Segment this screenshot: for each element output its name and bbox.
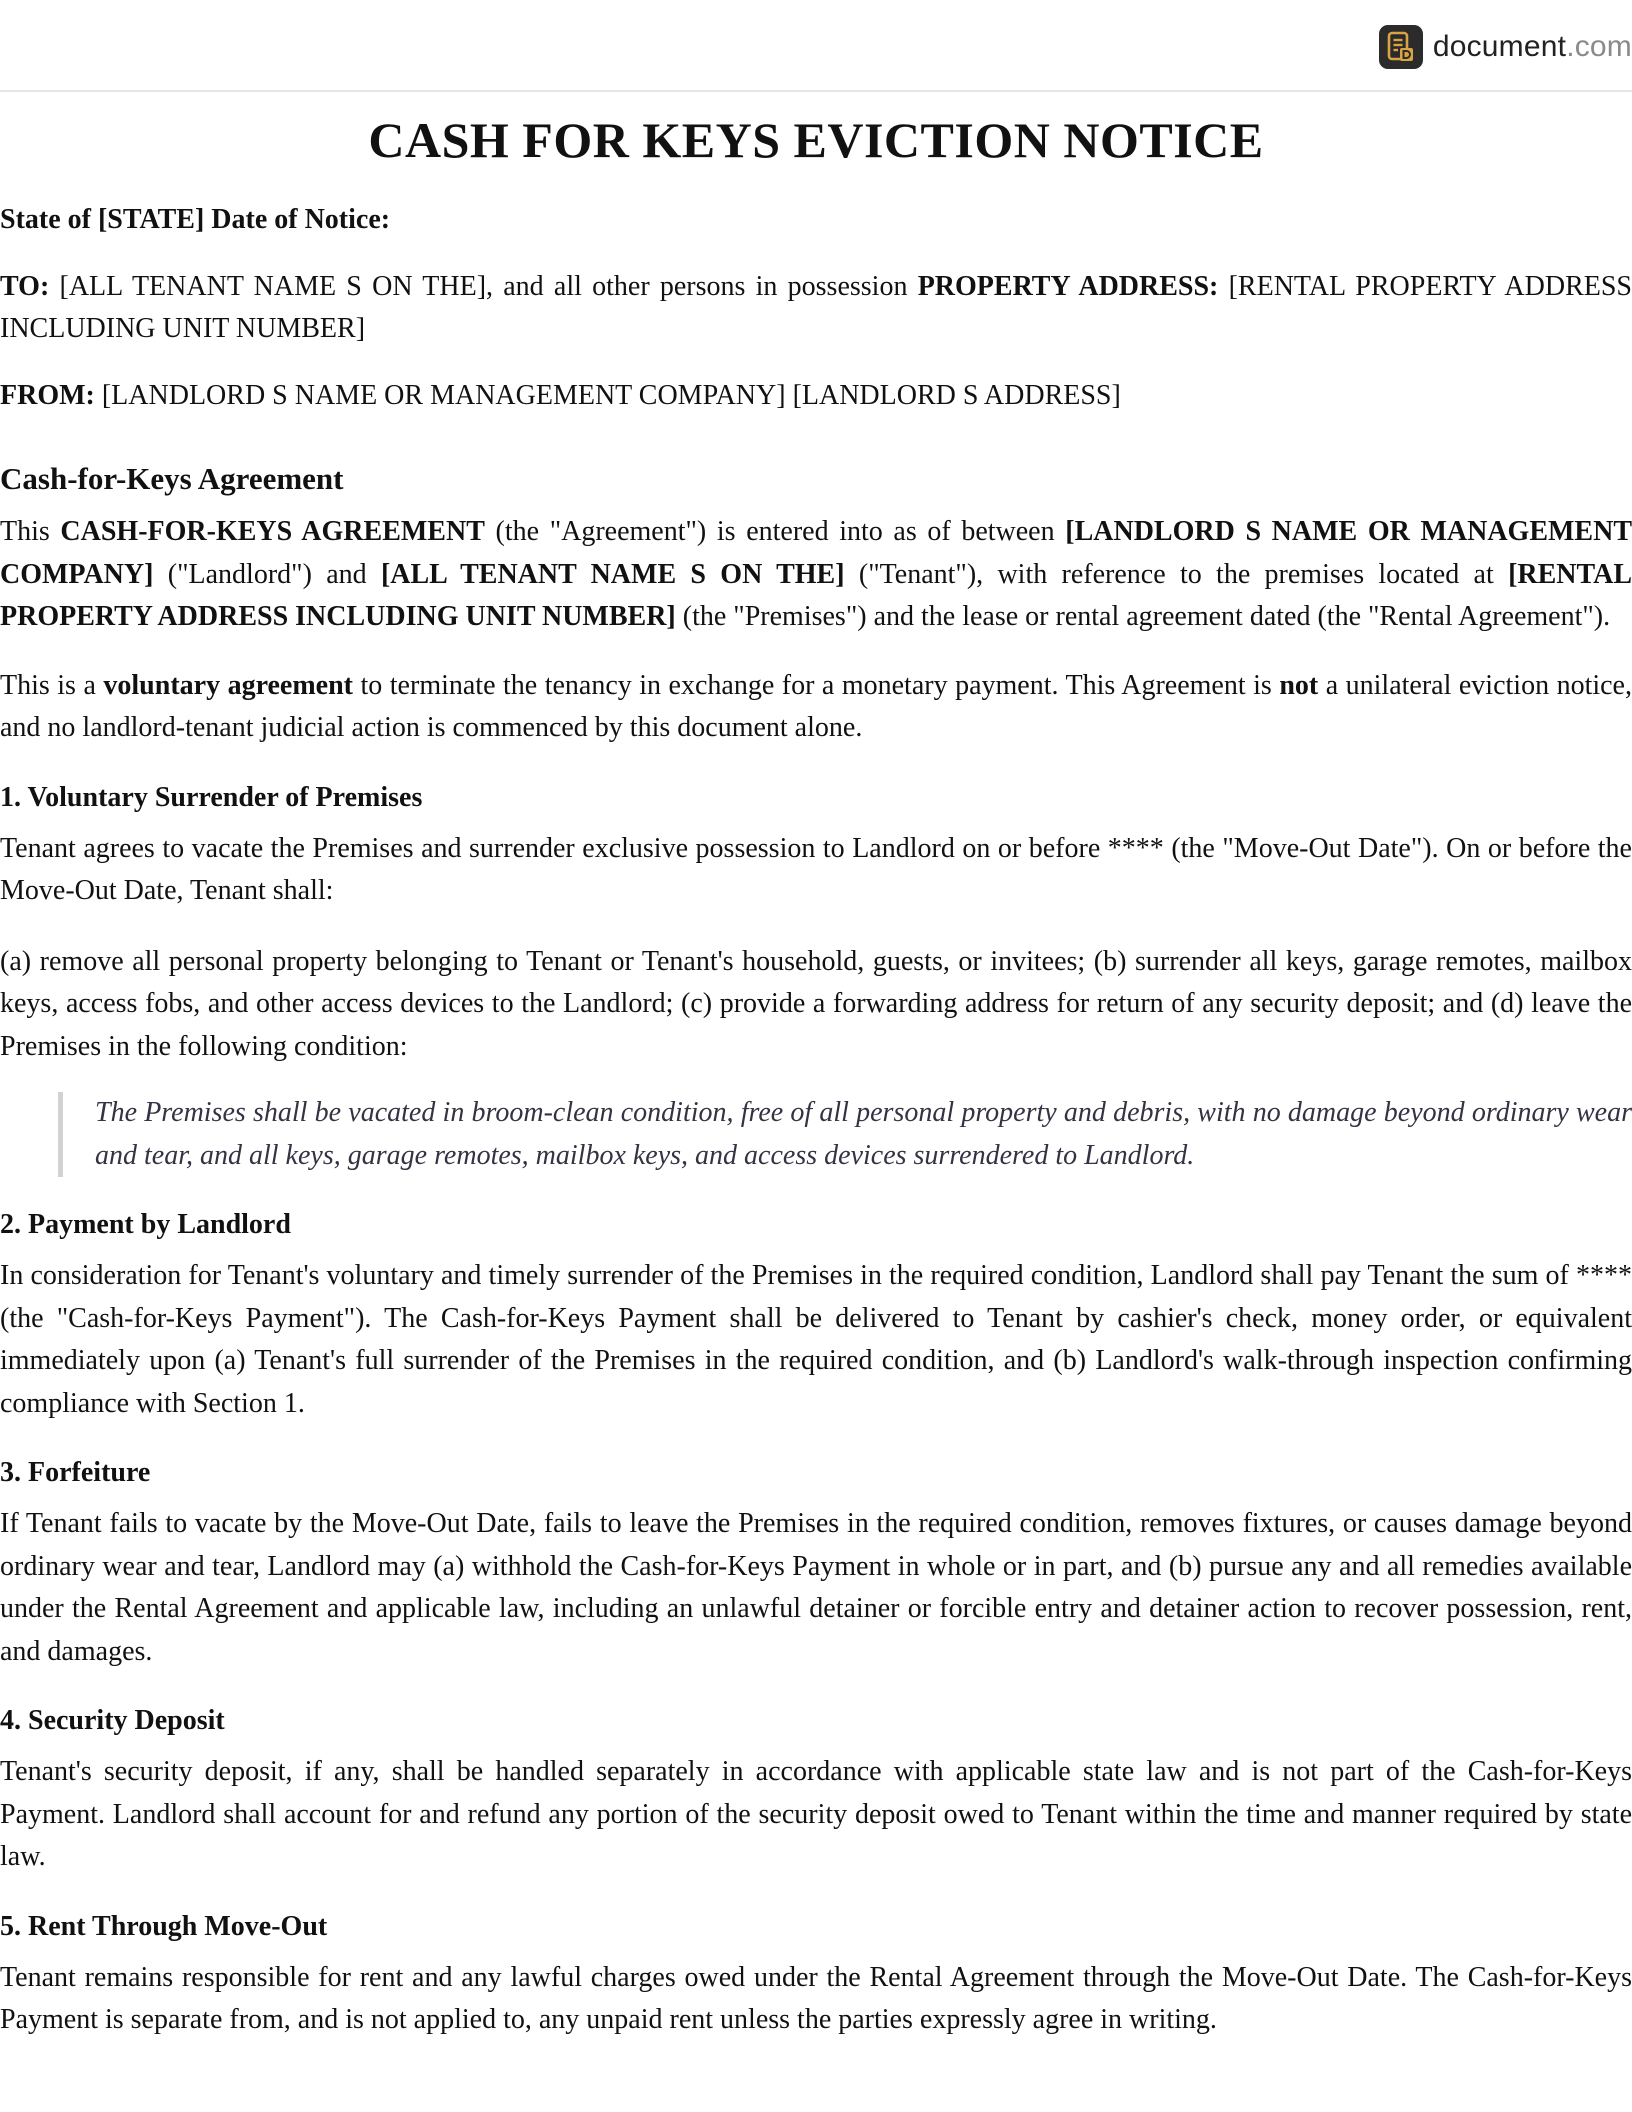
- section-3-heading: 3. Forfeiture: [0, 1457, 151, 1488]
- section-1-conditions-paragraph: (a) remove all personal property belonging to Tenant or Tenant's household, guests, or invitees; (b) surrender all keys, garage remotes, mailbox keys, access fobs, and other access devices to the Landlord; (c) provide a forwarding address for return of any security deposit; and (d) leave the Premises in the following condition:: [0, 945, 1632, 1062]
- agreement-intro-paragraph: This CASH-FOR-KEYS AGREEMENT (the "Agreement") is entered into as of between [LANDLORD S NAME OR MANAGEMENT COMPANY] ("Landlord") and [ALL TENANT NAME S ON THE] ("Tenant"), with reference to the premises located at [RENTAL PROPERTY ADDRESS INCLUDING UNIT NUMBER] (the "Premises") and the lease or rental agreement dated (the "Rental Agreement").: [0, 516, 1632, 632]
- from-label: FROM:: [0, 379, 95, 411]
- top-bar: [0, 0, 1632, 92]
- section-1-paragraph: Tenant agrees to vacate the Premises and surrender exclusive possession to Landlord on or before **** (the "Move-Out Date"). On or before the Move-Out Date, Tenant shall:: [0, 832, 1632, 906]
- document-title: CASH FOR KEYS EVICTION NOTICE: [368, 112, 1264, 168]
- brand-logo-link[interactable]: [1379, 24, 1632, 70]
- from-text: [LANDLORD S NAME OR MANAGEMENT COMPANY] [LANDLORD S ADDRESS]: [94, 379, 1121, 411]
- section-4-heading: 4. Security Deposit: [0, 1705, 225, 1736]
- brand-name: document.com: [1432, 30, 1632, 63]
- document-body: [0, 92, 1632, 2042]
- section-3-paragraph: If Tenant fails to vacate by the Move-Out Date, fails to leave the Premises in the required condition, removes fixtures, or causes damage beyond ordinary wear and tear, Landlord may (a) withhold the Cash-for-Keys Payment in whole or in part, and (b) pursue any and all remedies available under the Rental Agreement and applicable law, including an unlawful detainer or forcible entry and detainer action to recover possession, rent, and damages.: [0, 1508, 1632, 1667]
- section-5-paragraph: Tenant remains responsible for rent and any lawful charges owed under the Rental Agreement through the Move-Out Date. The Cash-for-Keys Payment is separate from, and is not applied to, any unpaid rent unless the parties expressly agree in writing.: [0, 1961, 1632, 2035]
- property-address-label: PROPERTY ADDRESS:: [917, 270, 1219, 302]
- section-1-heading: 1. Voluntary Surrender of Premises: [0, 781, 423, 813]
- to-label: TO:: [0, 270, 50, 302]
- property-address-text: [RENTAL PROPERTY ADDRESS INCLUDING UNIT NUMBER]: [0, 270, 1632, 344]
- brand-suffix: .com: [1566, 30, 1632, 63]
- from-line: [0, 375, 1632, 418]
- section-4-paragraph: Tenant's security deposit, if any, shall be handled separately in accordance with applicable state law and is not part of the Cash-for-Keys Payment. Landlord shall account for and refund any portion of the security deposit owed to Tenant within the time and manner required by state law.: [0, 1756, 1632, 1872]
- agreement-heading: Cash-for-Keys Agreement: [0, 461, 344, 496]
- to-text: [ALL TENANT NAME S ON THE], and all other persons in possession: [49, 270, 918, 302]
- document-logo-icon: [1379, 25, 1423, 69]
- section-2-heading: 2. Payment by Landlord: [0, 1209, 291, 1240]
- section-5-heading: 5. Rent Through Move-Out: [0, 1910, 328, 1942]
- condition-blockquote: The Premises shall be vacated in broom-clean condition, free of all personal property and debris, with no damage beyond ordinary wear and tear, and all keys, garage remotes, mailbox keys, and access devices surrendered to Landlord.: [58, 1092, 1632, 1177]
- to-property-line: [0, 266, 1632, 351]
- section-2-paragraph: In consideration for Tenant's voluntary and timely surrender of the Premises in the required condition, Landlord shall pay Tenant the sum of **** (the "Cash-for-Keys Payment"). The Cash-for-Keys Payment shall be delivered to Tenant by cashier's check, money order, or equivalent immediately upon (a) Tenant's full surrender of the Premises in the required condition, and (b) Landlord's walk-through inspection confirming compliance with Section 1.: [0, 1260, 1632, 1419]
- state-date-line: State of [STATE] Date of Notice:: [0, 204, 391, 235]
- voluntary-agreement-paragraph: This is a voluntary agreement to terminate the tenancy in exchange for a monetary payment. This Agreement is not a unilateral eviction notice, and no landlord-tenant judicial action is commenced by this document alone.: [0, 669, 1632, 743]
